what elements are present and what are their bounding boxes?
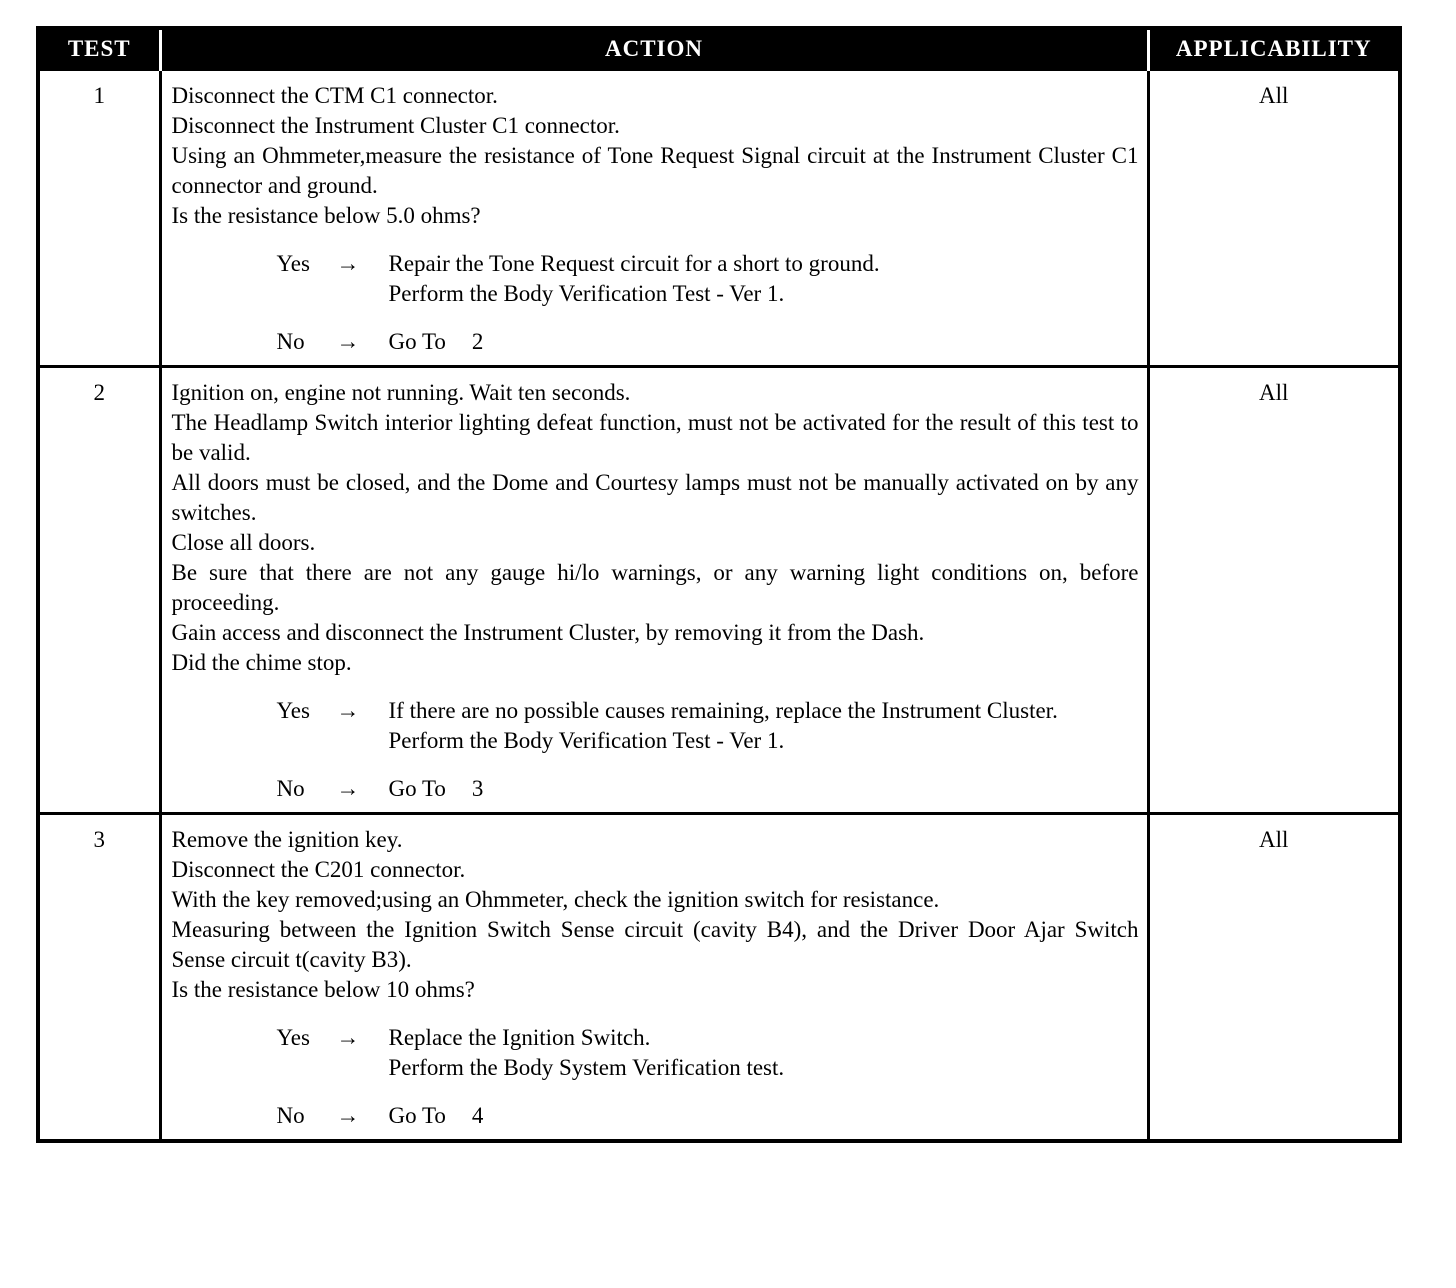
- test-number: 2: [38, 367, 160, 814]
- arrow-icon: →: [336, 329, 360, 354]
- arrow-icon: →: [336, 1103, 360, 1128]
- yes-label: Yes: [276, 251, 310, 276]
- applicability-value: All: [1148, 367, 1400, 814]
- yes-result-line: Repair the Tone Request circuit for a short to ground.: [388, 251, 880, 276]
- action-cell: [160, 814, 1148, 1142]
- no-result: [389, 774, 1139, 804]
- yes-label: Yes: [276, 1025, 310, 1050]
- action-step: Disconnect the CTM C1 connector.: [171, 83, 498, 108]
- yes-result: [389, 696, 1139, 756]
- goto-label: Go To: [388, 776, 446, 801]
- column-header-action: ACTION: [160, 28, 1148, 70]
- goto-test-number[interactable]: 4: [471, 1103, 484, 1128]
- no-label: No: [276, 329, 305, 354]
- no-result: [389, 327, 1139, 357]
- action-step: All doors must be closed, and the Dome and Courtesy lamps must not be manually activated on by any switches.: [171, 470, 1139, 525]
- diagnostic-test-table: [36, 26, 1402, 1143]
- action-step: Ignition on, engine not running. Wait ten seconds.: [171, 380, 631, 405]
- table-row: [38, 367, 1400, 814]
- yes-response: [172, 1023, 1139, 1083]
- no-response: [172, 327, 1139, 357]
- action-step: Be sure that there are not any gauge hi/lo warnings, or any warning light conditions on, before proceeding.: [171, 560, 1139, 615]
- action-step: Did the chime stop.: [171, 650, 352, 675]
- action-cell: [160, 367, 1148, 814]
- arrow-icon: →: [336, 1025, 360, 1050]
- yes-result: [389, 249, 1139, 309]
- test-number: 1: [38, 70, 160, 367]
- goto-label: Go To: [388, 1103, 446, 1128]
- yes-result-line: Perform the Body Verification Test - Ver 1.: [388, 281, 785, 306]
- goto-test-number[interactable]: 3: [471, 776, 484, 801]
- yes-label: Yes: [276, 698, 310, 723]
- applicability-value: All: [1148, 814, 1400, 1142]
- table-body: [38, 70, 1400, 1142]
- no-label: No: [276, 776, 305, 801]
- column-header-applicability: APPLICABILITY: [1148, 28, 1400, 70]
- action-step: Disconnect the Instrument Cluster C1 connector.: [171, 113, 620, 138]
- arrow-icon: →: [336, 251, 360, 276]
- no-response: [172, 1101, 1139, 1131]
- table-header: [38, 28, 1400, 70]
- goto-label: Go To: [388, 329, 446, 354]
- no-response: [172, 774, 1139, 804]
- action-step: Measuring between the Ignition Switch Sense circuit (cavity B4), and the Driver Door Ajar Switch Sense circuit t(cavity B3).: [171, 917, 1139, 972]
- table-row: [38, 70, 1400, 367]
- action-step: Disconnect the C201 connector.: [171, 857, 466, 882]
- yes-result-line: Perform the Body Verification Test - Ver 1.: [388, 728, 785, 753]
- action-step: The Headlamp Switch interior lighting defeat function, must not be activated for the result of this test to be valid.: [171, 410, 1139, 465]
- diagnostic-test-sheet: [36, 26, 1398, 1143]
- test-number: 3: [38, 814, 160, 1142]
- action-cell: [160, 70, 1148, 367]
- yes-result: [389, 1023, 1139, 1083]
- yes-result-line: If there are no possible causes remaining, replace the Instrument Cluster.: [388, 698, 1058, 723]
- action-step: Close all doors.: [171, 530, 316, 555]
- action-step: Is the resistance below 10 ohms?: [171, 977, 475, 1002]
- arrow-icon: →: [336, 698, 360, 723]
- yes-result-line: Replace the Ignition Switch.: [388, 1025, 651, 1050]
- yes-result-line: Perform the Body System Verification test.: [388, 1055, 785, 1080]
- action-step: Gain access and disconnect the Instrument Cluster, by removing it from the Dash.: [171, 620, 925, 645]
- column-header-test: TEST: [38, 28, 160, 70]
- yes-response: [172, 696, 1139, 756]
- action-step: Remove the ignition key.: [171, 827, 403, 852]
- arrow-icon: →: [336, 776, 360, 801]
- action-step: With the key removed;using an Ohmmeter, check the ignition switch for resistance.: [171, 887, 940, 912]
- action-step: Using an Ohmmeter,measure the resistance of Tone Request Signal circuit at the Instrument Cluster C1 connector and ground.: [171, 143, 1139, 198]
- no-result: [389, 1101, 1139, 1131]
- table-row: [38, 814, 1400, 1142]
- no-label: No: [276, 1103, 305, 1128]
- yes-response: [172, 249, 1139, 309]
- action-step: Is the resistance below 5.0 ohms?: [171, 203, 481, 228]
- applicability-value: All: [1148, 70, 1400, 367]
- goto-test-number[interactable]: 2: [471, 329, 484, 354]
